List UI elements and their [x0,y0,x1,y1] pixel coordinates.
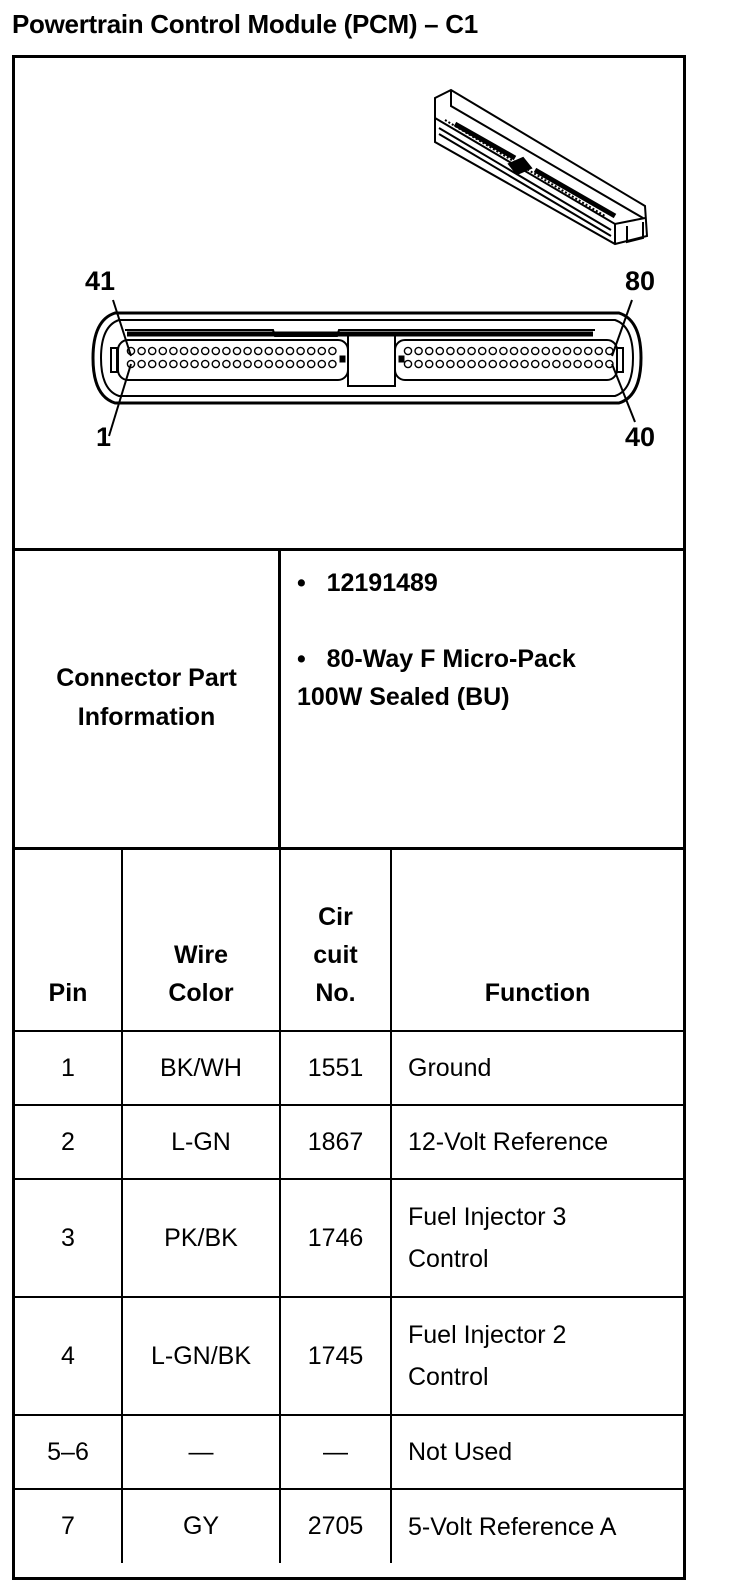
cell-wire-color: L-GN [122,1105,280,1179]
table-row [15,1031,683,1105]
part-number: 12191489 [326,569,438,597]
pin-hole [404,360,411,367]
cell-wire-color: PK/BK [122,1179,280,1297]
cell-pin: 7 [15,1489,122,1563]
pin-hole [542,347,549,354]
cell-pin: 1 [15,1031,122,1105]
pin-holes [127,347,613,367]
cell-circuit: 1867 [280,1105,391,1179]
pin-hole [532,347,539,354]
cpi-label-line2: Information [77,702,216,731]
cell-pin: 3 [15,1179,122,1297]
pin-hole [468,347,475,354]
cell-circuit: 1746 [280,1179,391,1297]
pin-hole [297,347,304,354]
pin-hole [542,360,549,367]
cell-circuit: 1551 [280,1031,391,1105]
pin-hole [415,347,422,354]
pin-label-80: 80 [625,266,656,296]
cell-function: Not Used [391,1415,683,1489]
pin-hole [223,347,230,354]
header-function: Function [391,850,683,1031]
pin-hole [436,347,443,354]
pin-hole [265,360,272,367]
pin-hole [286,360,293,367]
pin-hole [244,347,251,354]
pin-hole [595,360,602,367]
pin-hole [553,360,560,367]
pin-hole [521,360,528,367]
cell-wire-color: — [122,1415,280,1489]
pin-hole [318,347,325,354]
cell-circuit: 1745 [280,1297,391,1415]
cell-circuit: 2705 [280,1489,391,1563]
pin-hole [159,347,166,354]
connector-face [93,313,641,403]
bullet-icon: • [297,645,327,673]
pin-hole [532,360,539,367]
pin-hole [202,360,209,367]
pin-hole [489,347,496,354]
pin-hole [138,347,145,354]
pin-hole [404,347,411,354]
cell-function: Ground [391,1031,683,1105]
cell-pin: 5–6 [15,1415,122,1489]
pin-hole [510,360,517,367]
connector-sheet [12,55,686,1580]
pin-hole [233,360,240,367]
pin-hole [276,347,283,354]
pin-hole [436,360,443,367]
pin-hole [191,347,198,354]
table-row [15,1297,683,1415]
pin-hole [489,360,496,367]
pin-hole [149,347,156,354]
pin-hole [276,360,283,367]
pin-hole [180,347,187,354]
connector-part-info-label [15,548,281,847]
pin-hole [265,347,272,354]
connector-3d-view [435,90,647,244]
table-row [15,1105,683,1179]
pin-hole [159,360,166,367]
cell-wire-color: L-GN/BK [122,1297,280,1415]
pin-hole [574,360,581,367]
pin-hole [585,360,592,367]
pin-hole [308,347,315,354]
pin-hole [329,347,336,354]
pin-hole [553,347,560,354]
pin-hole [212,347,219,354]
pin-hole [521,347,528,354]
pin-hole [149,360,156,367]
pin-hole [574,347,581,354]
connector-part-info-values [281,548,683,847]
part-number-item [297,564,438,602]
page-title: Powertrain Control Module (PCM) – C1 [12,9,478,39]
description-item [297,640,576,716]
cpi-label-line1: Connector Part [56,663,237,692]
pin-hole [170,360,177,367]
pin-label-1: 1 [96,422,112,452]
pin-hole [426,347,433,354]
pin-hole [212,360,219,367]
pin-hole [563,347,570,354]
pin-hole [202,347,209,354]
pin-hole [255,347,262,354]
bullet-icon: • [297,569,327,597]
pin-table [15,850,683,1563]
pin-hole [170,347,177,354]
pin-hole [585,347,592,354]
pin-hole [606,360,613,367]
pin-hole [426,360,433,367]
table-row [15,1179,683,1297]
pin-hole [318,360,325,367]
header-wire-color: Wire Color [122,850,280,1031]
pin-hole [457,360,464,367]
pin-label-41: 41 [85,266,116,296]
connector-diagram [15,58,683,551]
cell-wire-color: BK/WH [122,1031,280,1105]
cell-function: Fuel Injector 3 Control [391,1179,683,1297]
pin-hole [510,347,517,354]
header-pin: Pin [15,850,122,1031]
pin-hole [457,347,464,354]
pin-hole [479,360,486,367]
cell-function: 5-Volt Reference A [391,1489,683,1563]
table-row [15,1489,683,1563]
pin-hole [447,360,454,367]
pin-hole [500,360,507,367]
description-line1: 80-Way F Micro-Pack [326,645,576,673]
pin-hole [415,360,422,367]
pin-hole [329,360,336,367]
description-line2: 100W Sealed (BU) [297,683,510,711]
pin-hole [563,360,570,367]
pin-hole [180,360,187,367]
cell-pin: 4 [15,1297,122,1415]
cell-circuit: — [280,1415,391,1489]
pin-hole [595,347,602,354]
pin-hole [447,347,454,354]
pin-label-40: 40 [625,422,656,452]
cell-function: Fuel Injector 2 Control [391,1297,683,1415]
table-row [15,1415,683,1489]
pin-hole [138,360,145,367]
table-header-row [15,850,683,1031]
pin-hole [297,360,304,367]
cell-pin: 2 [15,1105,122,1179]
header-circuit-no: Cir cuit No. [280,850,391,1031]
pin-hole [223,360,230,367]
cell-wire-color: GY [122,1489,280,1563]
pin-hole [308,360,315,367]
pin-hole [244,360,251,367]
connector-drawing [15,58,683,548]
pin-hole [191,360,198,367]
pin-hole [233,347,240,354]
pin-hole [255,360,262,367]
cell-function: 12-Volt Reference [391,1105,683,1179]
pin-hole [500,347,507,354]
pin-hole [479,347,486,354]
connector-part-info [15,548,683,850]
pin-hole [468,360,475,367]
pin-hole [286,347,293,354]
